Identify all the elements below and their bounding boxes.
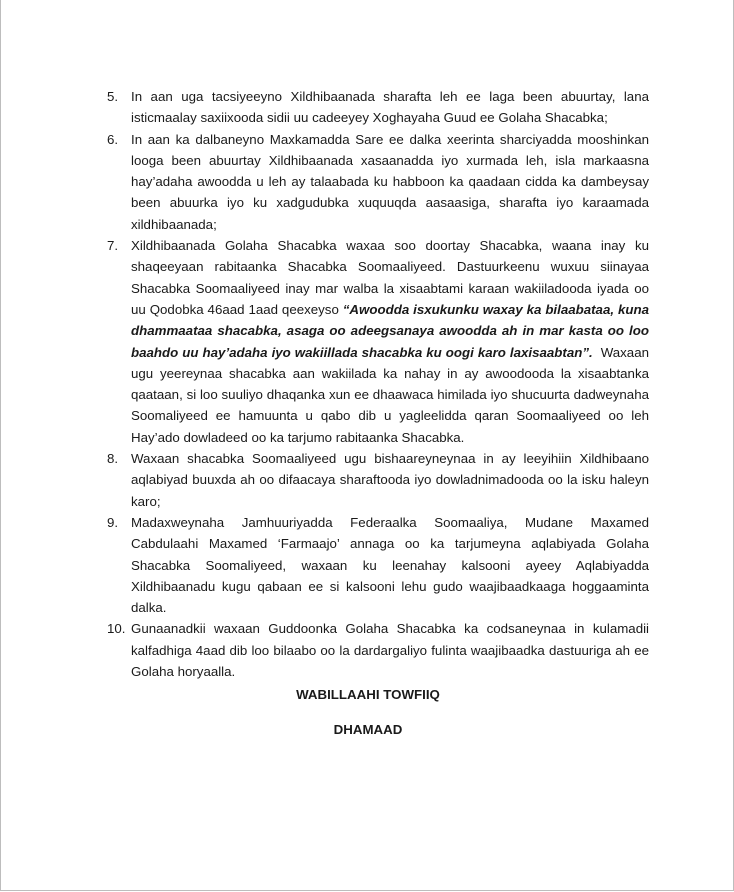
item-number: 8. [107,451,119,467]
closing-blessing: WABILLAAHI TOWFIIQ [296,687,440,702]
list-item-9 [107,512,649,618]
list-item-6 [107,129,649,235]
item-number: 10. [107,621,126,637]
item-text: Gunaanadkii waxaan Guddoonka Golaha Shacabka ka codsaneynaa in kulamadii kalfadhiga 4aad dib loo bilaabo oo la dardargaliyo fulinta waajibaadka dastuuriga ah ee Golaha horyaalla. [131,621,649,680]
item-number: 9. [107,514,119,530]
item-number: 6. [107,131,119,147]
item-text: Waxaan shacabka Soomaaliyeed ugu bishaareyneynaa in ay leeyihiin Xildhibaano aqlabiyad buuxda ah oo difaacaya sharaftooda iyo dowladnimadooda oo la isku haleyn karo; [131,451,649,509]
item-number: 5. [107,89,119,104]
item-text-after-quote: Waxaan ugu yeereynaa shacabka aan wakiilada ka nahay in ay awoodooda la xisaabtanka qaataan, si loo suuliyo dhaqanka xun ee dhaawaca himilada iyo shucuurta dadweynaha Soomaliyeed ee hamuunta u qabo dib u yagleelidda qaran Soomaaliyeed oo leh Hay’ado dowladeed oo ka tarjumo rabitaanka Shacabka. [131,344,653,445]
closing-end: DHAMAAD [333,722,403,737]
list-item-7 [107,235,653,448]
constitution-quote: “Awoodda isxukunku waxay ka bilaabataa, kuna dhammaataa shacabka, asaga oo adeegsanaya awoodda ah in mar kasta oo loo baahdo uu hay’adaha iyo wakiillada shacabka ku oogi karo laxisaabtan”. [131,301,649,360]
item-text-before-quote: Xildhibaanada Golaha Shacabka waxaa soo doortay Shacabka, waana inay ku shaqeeyaan rabitaanka Shacabka Soomaaliyeed. Dastuurkeenu wuxuu siinayaa Shacabka Soomaaliyeed inay mar walba la xisaabtami karaan wakiiladooda iyada oo uu Qodobka 46aad 1aad qeexeyso [131,238,649,317]
list-item-5 [107,86,649,129]
item-text: Madaxweynaha Jamhuuriyadda Federaalka Soomaaliya, Mudane Maxamed Cabdulaahi Maxamed ‘Farmaajo’ annaga oo ka tarjumeyna aqlabiyada Golaha Shacabka Soomaliyeed, waxaan ku leenahay kalsooni ayeey Aqlabiyadda Xildhibaanadu kugu qabaan ee si kalsooni lehu gudo waajibaadkaaga hoggaaminta dalka. [131,514,649,616]
item-text [131,235,653,448]
item-text: In aan uga tacsiyeeyno Xildhibaanada sharafta leh ee laga been abuurtay, lana isticmaalay saxiixooda sidii uu cadeeyey Xoghayaha Guud ee Golaha Shacabka; [131,89,649,126]
numbered-list [107,86,653,682]
item-text: In aan ka dalbaneyno Maxkamadda Sare ee dalka xeerinta sharciyadda mooshinkan looga been abuurtay Xildhibaanada xasaanadda iyo xurmada leh, isla markaasna hay’adaha awoodda u leh ay talaabada ku habboon ka qaadaan cidda ka dambeysay been abuurka iyo ku xadgudubka xuquuqda aasaasiga, sharafta iyo karaamada xildhibaanada; [131,131,649,232]
list-item-8 [107,448,649,512]
list-item-10 [107,618,649,682]
item-number: 7. [107,238,119,254]
